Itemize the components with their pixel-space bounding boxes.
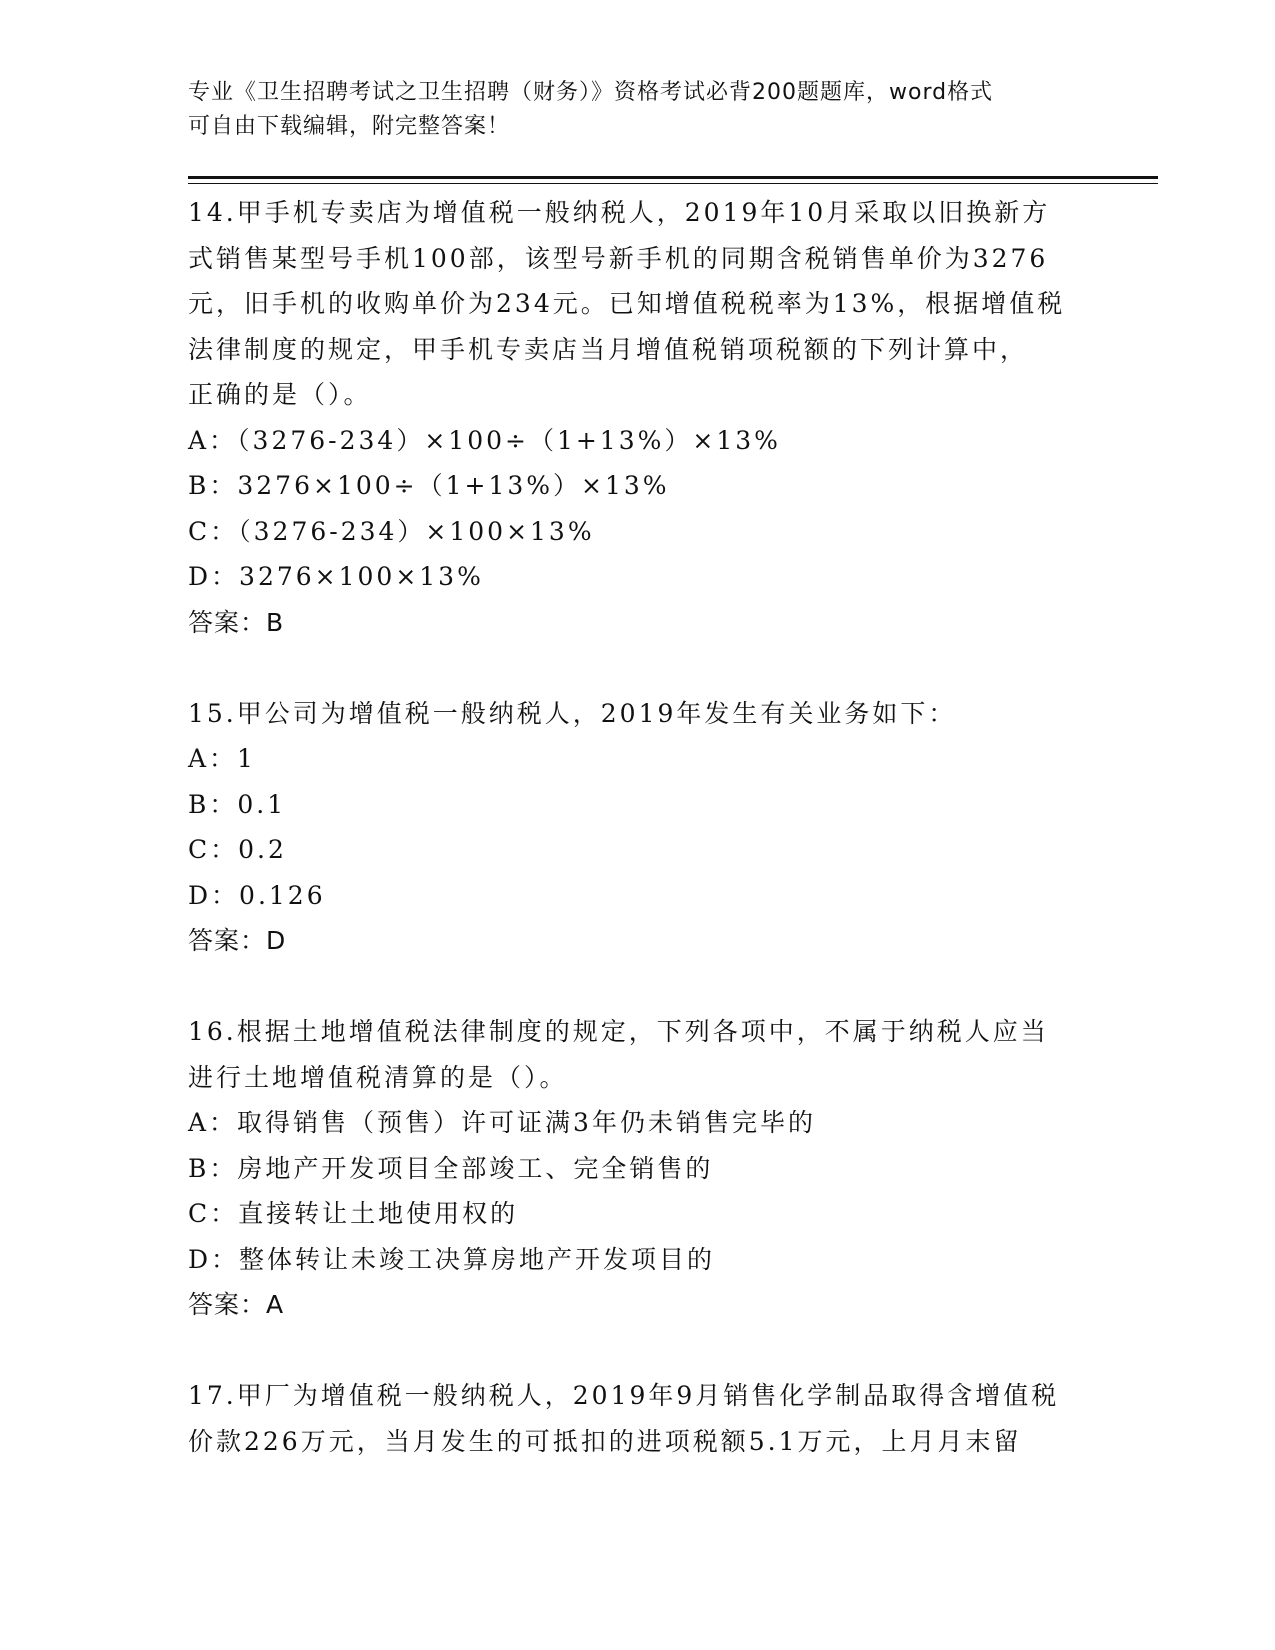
- question-stem-line: 式销售某型号手机100部，该型号新手机的同期含税销售单价为3276: [188, 243, 1049, 273]
- question-spacer: [188, 1328, 1088, 1374]
- question-17: [188, 1373, 1088, 1464]
- question-spacer: [188, 964, 1088, 1010]
- option-c: C：（3276-234）×100×13%: [188, 516, 595, 546]
- question-16: [188, 1009, 1088, 1328]
- option-d: D：整体转让未竣工决算房地产开发项目的: [188, 1244, 716, 1274]
- question-stem-line: 15.甲公司为增值税一般纳税人，2019年发生有关业务如下：: [188, 698, 957, 728]
- header-divider-thick: [188, 176, 1158, 179]
- option-d: D：0.126: [188, 880, 326, 910]
- option-a: A：取得销售（预售）许可证满3年仍未销售完毕的: [188, 1108, 816, 1137]
- question-stem-line: 17.甲厂为增值税一般纳税人，2019年9月销售化学制品取得含增值税: [188, 1381, 1060, 1410]
- option-b: B：0.1: [188, 789, 287, 819]
- question-stem-line: 正确的是（）。: [188, 380, 372, 409]
- option-a: A：1: [188, 744, 256, 773]
- question-stem-line: 14.甲手机专卖店为增值税一般纳税人，2019年10月采取以旧换新方: [188, 198, 1051, 227]
- header-line-1: 专业《卫生招聘考试之卫生招聘（财务）》资格考试必背200题题库，word格式: [188, 80, 994, 105]
- answer-label: 答案：A: [188, 1290, 285, 1319]
- document-header: [188, 76, 1088, 144]
- option-d: D：3276×100×13%: [188, 562, 484, 591]
- question-stem-line: 价款226万元，当月发生的可抵扣的进项税额5.1万元，上月月末留: [188, 1426, 1022, 1456]
- question-stem-line: 16.根据土地增值税法律制度的规定，下列各项中，不属于纳税人应当: [188, 1017, 1049, 1046]
- header-divider-thin: [188, 183, 1158, 184]
- option-b: B：房地产开发项目全部竣工、完全销售的: [188, 1153, 714, 1183]
- question-spacer: [188, 645, 1088, 691]
- header-line-2: 可自由下载编辑，附完整答案！: [188, 114, 511, 139]
- option-c: C：直接转让土地使用权的: [188, 1199, 519, 1228]
- answer-label: 答案：B: [188, 607, 285, 637]
- question-15: [188, 691, 1088, 964]
- question-14: [188, 190, 1088, 645]
- answer-label: 答案：D: [188, 926, 287, 955]
- option-a: A：（3276-234）×100÷（1+13%）×13%: [188, 425, 781, 455]
- option-c: C：0.2: [188, 835, 287, 864]
- question-stem-line: 元，旧手机的收购单价为234元。已知增值税税率为13%，根据增值税: [188, 289, 1066, 318]
- question-stem-line: 进行土地增值税清算的是（）。: [188, 1062, 568, 1092]
- question-list: [188, 190, 1088, 1464]
- option-b: B：3276×100÷（1+13%）×13%: [188, 471, 670, 500]
- question-stem-line: 法律制度的规定，甲手机专卖店当月增值税销项税额的下列计算中，: [188, 334, 1029, 364]
